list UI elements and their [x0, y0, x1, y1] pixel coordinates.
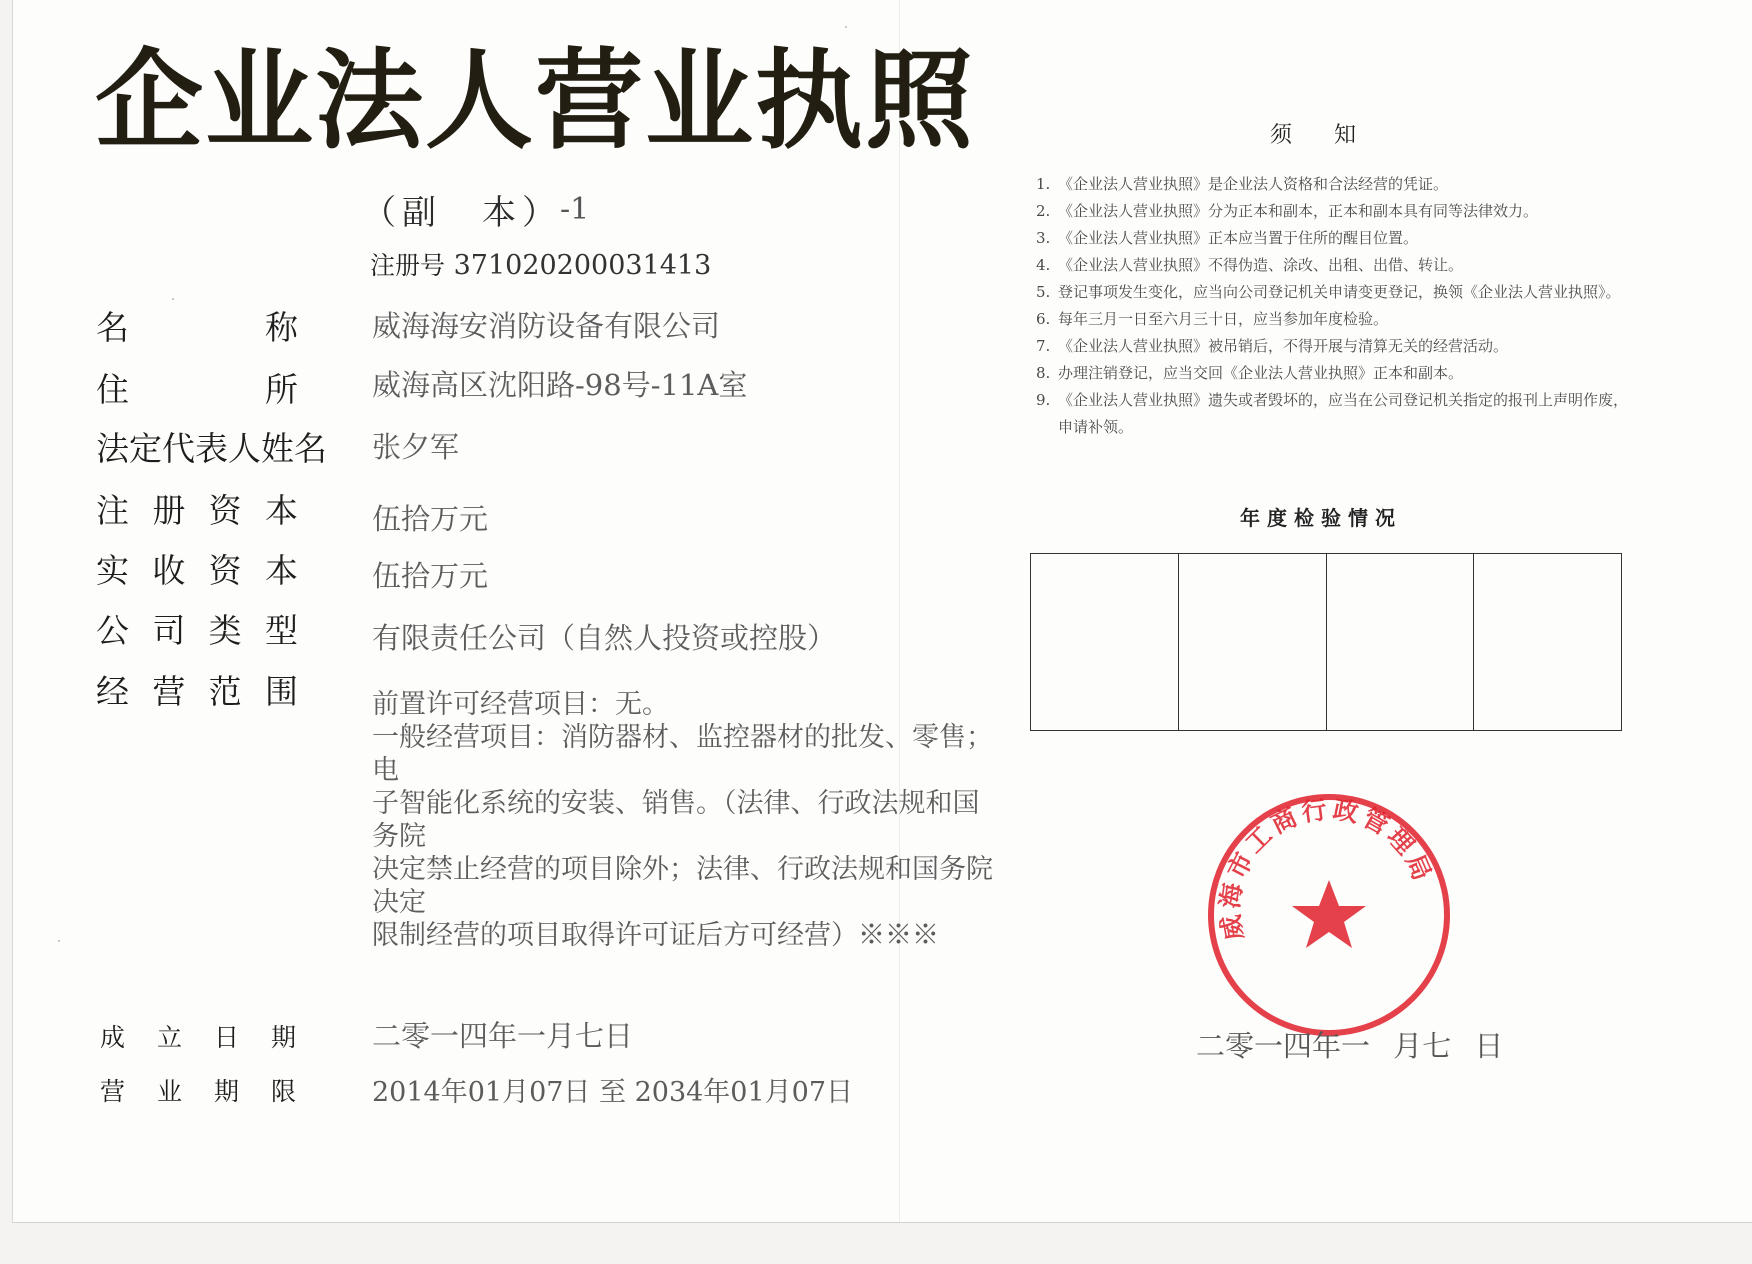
inspection-cell	[1327, 554, 1475, 730]
field-value-paid-in-capital: 伍拾万元	[372, 559, 489, 593]
notice-item-number: 5.	[1036, 283, 1051, 301]
field-label-business-scope: 经营范围	[96, 672, 298, 711]
notice-list	[1036, 171, 1628, 441]
field-label-legal-representative: 法定代表人姓名	[96, 429, 327, 468]
notice-item-text: 办理注销登记，应当交回《企业法人营业执照》正本和副本。	[1058, 364, 1464, 382]
field-value-business-term: 2014年01月07日 至 2034年01月07日	[372, 1077, 854, 1108]
notice-item	[1036, 333, 1628, 360]
field-label-company-type: 公司类型	[96, 611, 298, 650]
registration-number	[370, 246, 711, 282]
notice-item-text: 《企业法人营业执照》正本应当置于住所的醒目位置。	[1058, 229, 1419, 247]
issue-date: 二零一四年一 月七 日	[1196, 1029, 1504, 1063]
field-value-legal-representative: 张夕军	[372, 430, 460, 464]
field-label-name: 名称	[96, 308, 298, 347]
field-label-registered-capital: 注册资本	[96, 491, 298, 530]
seal-text: 威海市工商行政管理局	[1215, 794, 1439, 943]
notice-item	[1036, 306, 1628, 333]
registration-number-value: 371020200031413	[453, 250, 712, 281]
notice-item-text: 《企业法人营业执照》是企业法人资格和合法经营的凭证。	[1058, 175, 1449, 193]
copy-subtitle: （副 本）	[362, 193, 562, 233]
scope-line: 限制经营的项目取得许可证后方可经营）※※※	[372, 920, 939, 951]
notice-item	[1036, 225, 1628, 252]
notice-item-text: 《企业法人营业执照》遗失或者毁坏的，应当在公司登记机关指定的报刊上声明作废，申请补领。	[1058, 391, 1629, 436]
scope-line: 前置许可经营项目：无。	[372, 689, 669, 720]
notice-item	[1036, 198, 1628, 225]
notice-item-number: 7.	[1036, 337, 1051, 355]
copy-number: -1	[560, 192, 590, 227]
notice-item	[1036, 171, 1628, 198]
notice-item	[1036, 360, 1628, 387]
notice-item	[1036, 252, 1628, 279]
seal-star-icon	[1292, 880, 1366, 948]
field-value-establishment-date: 二零一四年一月七日	[372, 1019, 634, 1053]
field-value-company-type: 有限责任公司（自然人投资或控股）	[372, 621, 837, 655]
scope-line: 子智能化系统的安装、销售。（法律、行政法规和国务院	[372, 788, 980, 852]
notice-item-number: 9.	[1036, 391, 1051, 409]
notice-item-number: 1.	[1036, 175, 1051, 193]
field-label-business-term: 营业期限	[100, 1077, 296, 1106]
field-value-registered-capital: 伍拾万元	[372, 502, 489, 536]
license-title: 企业法人营业执照	[95, 39, 976, 164]
paper-speck	[58, 940, 60, 942]
notice-item-text: 登记事项发生变化，应当向公司登记机关申请变更登记，换领《企业法人营业执照》。	[1058, 283, 1621, 301]
field-label-establishment-date: 成立日期	[100, 1023, 296, 1052]
notice-item-number: 3.	[1036, 229, 1051, 247]
field-value-address: 威海高区沈阳路-98号-11A室	[372, 368, 748, 402]
field-value-name: 威海海安消防设备有限公司	[372, 309, 721, 343]
notice-item	[1036, 279, 1628, 306]
scope-line: 决定禁止经营的项目除外；法律、行政法规和国务院决定	[372, 854, 993, 918]
annual-inspection-title: 年度检验情况	[1240, 506, 1402, 530]
registration-number-label: 注册号	[370, 251, 446, 280]
notice-item	[1036, 387, 1628, 441]
notice-item-number: 4.	[1036, 256, 1051, 274]
notice-item-number: 2.	[1036, 202, 1051, 220]
notice-item-number: 6.	[1036, 310, 1051, 328]
notice-item-text: 《企业法人营业执照》被吊销后，不得开展与清算无关的经营活动。	[1058, 337, 1509, 355]
notice-item-number: 8.	[1036, 364, 1051, 382]
notice-item-text: 《企业法人营业执照》分为正本和副本，正本和副本具有同等法律效力。	[1058, 202, 1539, 220]
annual-inspection-grid	[1030, 553, 1622, 731]
inspection-cell	[1031, 554, 1179, 730]
official-seal	[1202, 788, 1456, 1042]
paper-speck	[172, 298, 174, 300]
business-scope-text	[372, 688, 996, 952]
scope-line: 一般经营项目：消防器材、监控器材的批发、零售；电	[372, 722, 993, 786]
field-label-paid-in-capital: 实收资本	[96, 551, 298, 590]
inspection-cell	[1474, 554, 1621, 730]
page-fold-line	[899, 0, 900, 1222]
notice-title: 须知	[1270, 123, 1399, 148]
notice-item-text: 每年三月一日至六月三十日，应当参加年度检验。	[1058, 310, 1389, 328]
paper-speck	[845, 26, 847, 28]
notice-item-text: 《企业法人营业执照》不得伪造、涂改、出租、出借、转让。	[1058, 256, 1464, 274]
inspection-cell	[1179, 554, 1327, 730]
field-label-address: 住所	[96, 370, 298, 409]
